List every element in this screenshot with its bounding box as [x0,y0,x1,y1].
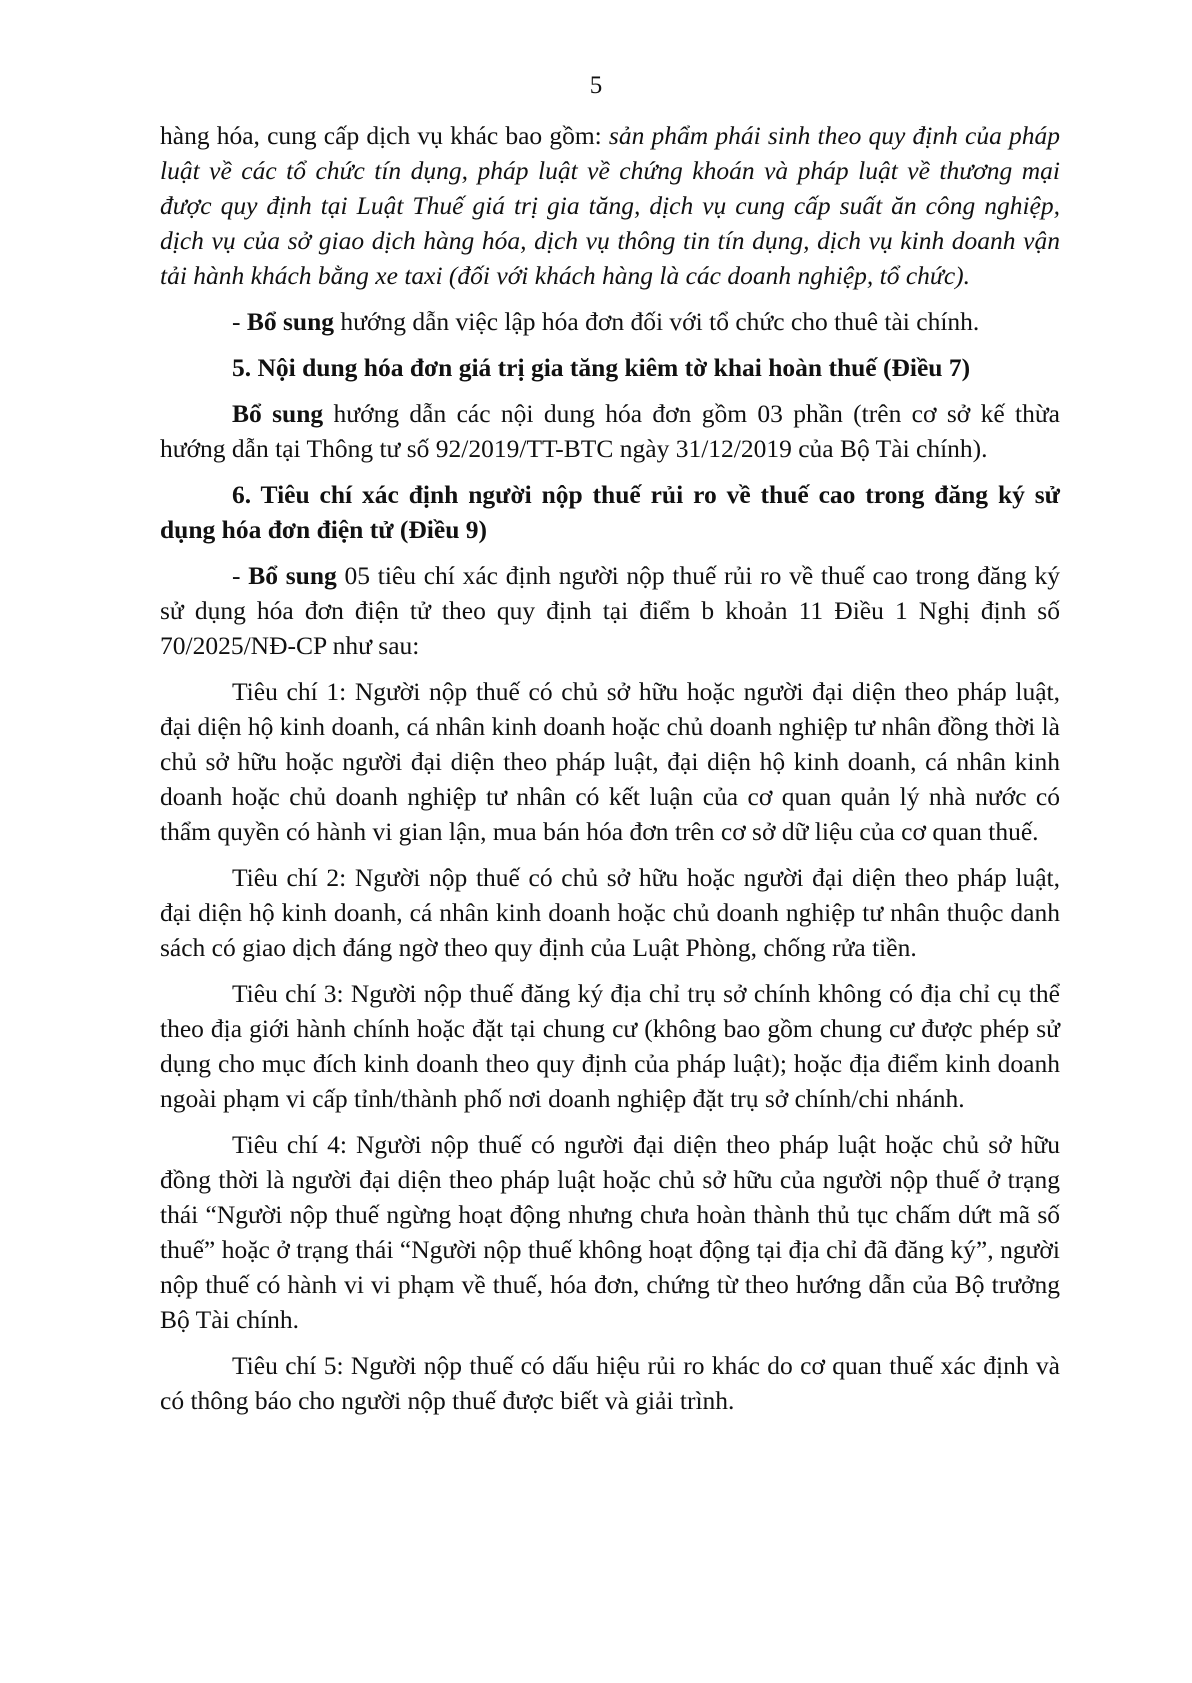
bold-keyword: Bổ sung [248,561,337,590]
paragraph-text: hướng dẫn việc lập hóa đơn đối với tổ chức cho thuê tài chính. [334,307,980,336]
bold-keyword: Bổ sung [232,399,324,428]
paragraph-text: 05 tiêu chí xác định người nộp thuế rủi ro về thuế cao trong đăng ký sử dụng hóa đơn điện tử theo quy định tại điểm b khoản 11 Điều 1 Nghị định số 70/2025/NĐ-CP như sau: [160,561,1060,660]
criterion-1: Tiêu chí 1: Người nộp thuế có chủ sở hữu hoặc người đại diện theo pháp luật, đại diện hộ kinh doanh, cá nhân kinh doanh hoặc chủ doanh nghiệp tư nhân đồng thời là chủ sở hữu hoặc người đại diện theo pháp luật, đại diện hộ kinh doanh, cá nhân kinh doanh hoặc chủ doanh nghiệp tư nhân có kết luận của cơ quan quản lý nhà nước có thẩm quyền có hành vi gian lận, mua bán hóa đơn trên cơ sở dữ liệu của cơ quan thuế. [160,677,1060,846]
document-body [160,118,1060,1429]
paragraph-continuation-italic: sản phẩm phái sinh theo quy định của pháp luật về các tổ chức tín dụng, pháp luật về chứng khoán và pháp luật về thương mại được quy định tại Luật Thuế giá trị gia tăng, dịch vụ cung cấp suất ăn công nghiệp, dịch vụ của sở giao dịch hàng hóa, dịch vụ thông tin tín dụng, dịch vụ kinh doanh vận tải hành khách bằng xe taxi (đối với khách hàng là các doanh nghiệp, tổ chức). [160,121,1060,290]
criterion-4: Tiêu chí 4: Người nộp thuế có người đại diện theo pháp luật hoặc chủ sở hữu đồng thời là người đại diện theo pháp luật hoặc chủ sở hữu của người nộp thuế ở trạng thái “Người nộp thuế ngừng hoạt động nhưng chưa hoàn thành thủ tục chấm dứt mã số thuế” hoặc ở trạng thái “Người nộp thuế không hoạt động tại địa chỉ đã đăng ký”, người nộp thuế có hành vi vi phạm về thuế, hóa đơn, chứng từ theo hướng dẫn của Bộ trưởng Bộ Tài chính. [160,1130,1060,1334]
paragraph-section-6 [160,558,1060,663]
dash-prefix: - [232,307,247,336]
section-heading-6: 6. Tiêu chí xác định người nộp thuế rủi ro về thuế cao trong đăng ký sử dụng hóa đơn điện tử (Điều 9) [160,480,1060,544]
paragraph-section-5 [160,396,1060,466]
dash-prefix: - [232,561,249,590]
bold-keyword: Bổ sung [246,307,335,336]
criterion-2: Tiêu chí 2: Người nộp thuế có chủ sở hữu hoặc người đại diện theo pháp luật, đại diện hộ kinh doanh, cá nhân kinh doanh hoặc chủ doanh nghiệp tư nhân thuộc danh sách có giao dịch đáng ngờ theo quy định của Luật Phòng, chống rửa tiền. [160,863,1060,962]
paragraph-continuation-lead: hàng hóa, cung cấp dịch vụ khác bao gồm: [160,121,609,150]
section-heading-5: 5. Nội dung hóa đơn giá trị gia tăng kiêm tờ khai hoàn thuế (Điều 7) [232,353,971,382]
paragraph-continuation [160,118,1060,293]
page-number: 5 [589,72,603,99]
criterion-5: Tiêu chí 5: Người nộp thuế có dấu hiệu rủi ro khác do cơ quan thuế xác định và có thông báo cho người nộp thuế được biết và giải trình. [160,1351,1060,1415]
criterion-3: Tiêu chí 3: Người nộp thuế đăng ký địa chỉ trụ sở chính không có địa chỉ cụ thể theo địa giới hành chính hoặc đặt tại chung cư (không bao gồm chung cư được phép sử dụng cho mục đích kinh doanh theo quy định của pháp luật); hoặc địa điểm kinh doanh ngoài phạm vi cấp tỉnh/thành phố nơi doanh nghiệp đặt trụ sở chính/chi nhánh. [160,979,1060,1113]
paragraph-text: hướng dẫn các nội dung hóa đơn gồm 03 phần (trên cơ sở kế thừa hướng dẫn tại Thông tư số 92/2019/TT-BTC ngày 31/12/2019 của Bộ Tài chính). [160,399,1060,463]
paragraph-finance-lease [160,304,1060,339]
